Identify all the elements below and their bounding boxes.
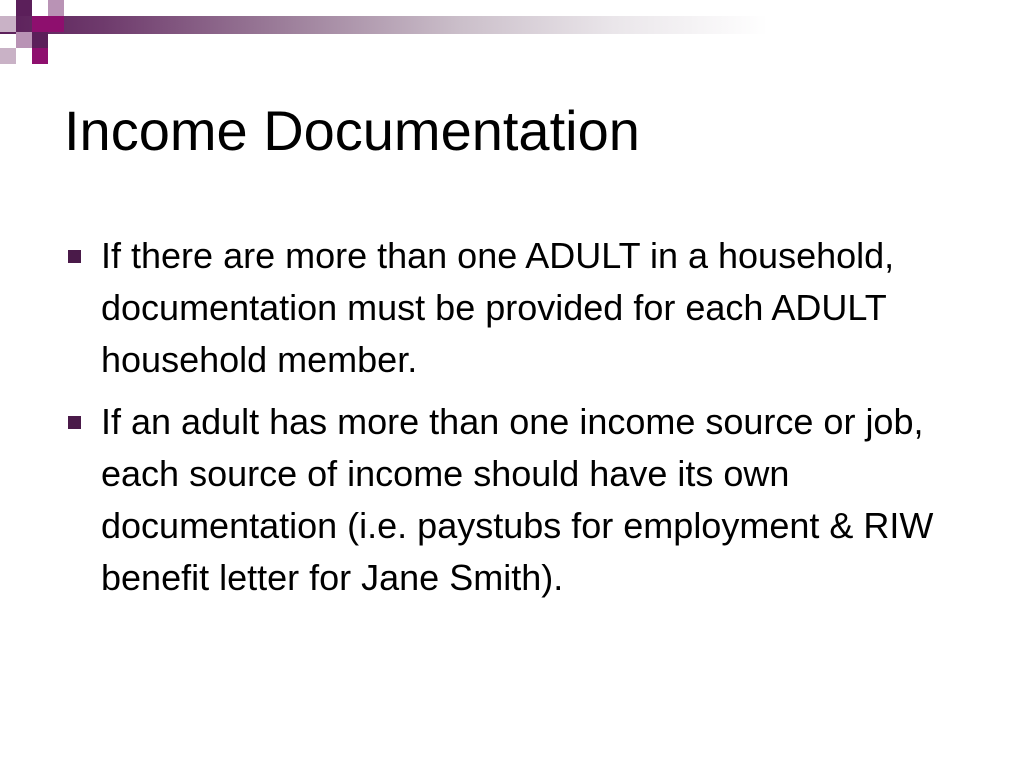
decoration-square bbox=[48, 0, 64, 16]
decoration-square bbox=[48, 16, 64, 32]
slide-title: Income Documentation bbox=[64, 99, 640, 162]
decoration-square bbox=[16, 32, 32, 48]
bullet-item bbox=[64, 396, 964, 604]
decoration-square bbox=[0, 16, 16, 32]
top-gradient-banner bbox=[0, 16, 1024, 34]
decoration-square bbox=[16, 0, 32, 16]
square-bullet-icon bbox=[68, 250, 81, 263]
bullet-list bbox=[64, 230, 964, 614]
decoration-square bbox=[32, 48, 48, 64]
square-bullet-icon bbox=[68, 416, 81, 429]
decoration-square bbox=[0, 48, 16, 64]
decoration-square bbox=[32, 16, 48, 32]
bullet-text: If an adult has more than one income source or job, each source of income should have its own documentation (i.e. paystubs for employment & RIW benefit letter for Jane Smith). bbox=[101, 401, 934, 598]
decoration-square bbox=[32, 32, 48, 48]
checkerboard-decoration-icon bbox=[0, 0, 80, 64]
bullet-text: If there are more than one ADULT in a household, documentation must be provided for each ADULT household member. bbox=[101, 235, 895, 380]
bullet-item bbox=[64, 230, 964, 386]
